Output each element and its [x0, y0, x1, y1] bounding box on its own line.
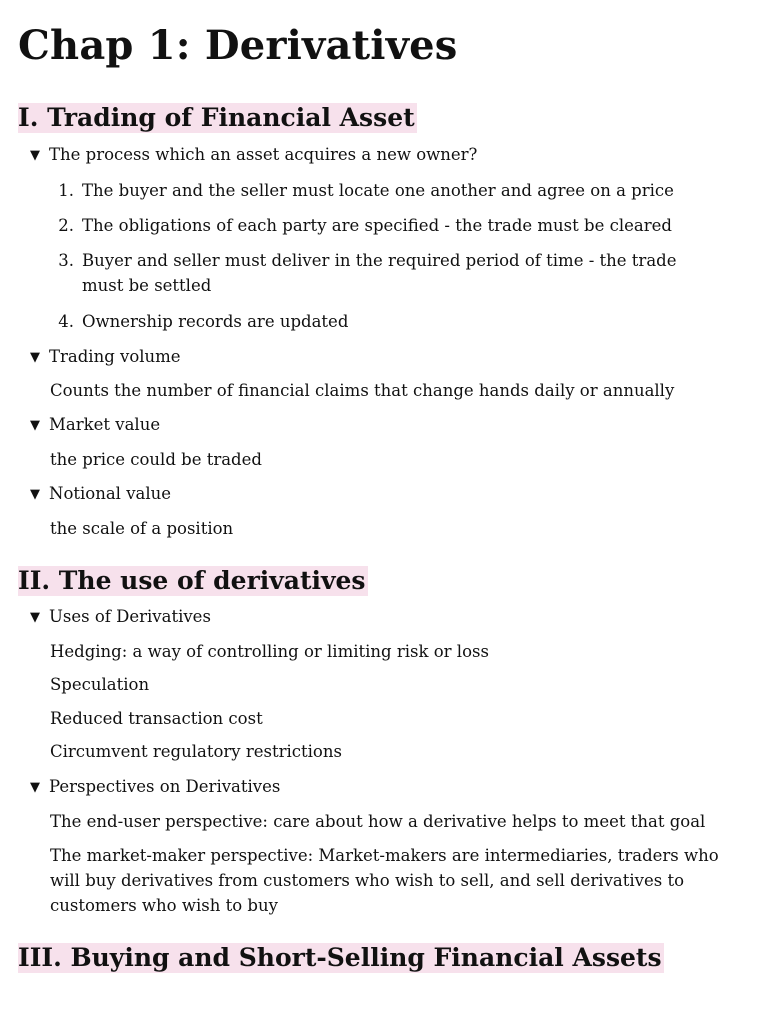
list-item	[50, 309, 710, 334]
toggle-expanded-icon[interactable]: ▼	[30, 487, 40, 502]
toggle-content-text: Reduced transaction cost	[50, 709, 263, 728]
toggle-content-text: The end-user perspective: care about how a derivative helps to meet that goal	[50, 812, 706, 831]
toggle-expanded-icon[interactable]: ▼	[30, 148, 40, 163]
toggle-content-text: Speculation	[50, 675, 150, 694]
section-heading-buying-short-selling: III. Buying and Short-Selling Financial Assets	[18, 943, 662, 972]
toggle-label: The process which an asset acquires a new owner?	[49, 145, 478, 164]
toggle-label: Uses of Derivatives	[49, 607, 211, 626]
page-title: Chap 1: Derivatives	[18, 22, 458, 69]
toggle-trading-volume[interactable]	[30, 346, 181, 369]
toggle-content-text: The market-maker perspective: Market-makers are intermediaries, traders who will buy derivatives from customers who wish to sell, and sell derivatives to customers who wish to buy	[50, 846, 719, 915]
list-item	[50, 178, 710, 203]
list-item-text: The buyer and the seller must locate one another and agree on a price	[82, 181, 674, 200]
toggle-uses-of-derivatives[interactable]	[30, 606, 211, 629]
toggle-market-value[interactable]	[30, 414, 160, 437]
section-heading-use-of-derivatives: II. The use of derivatives	[18, 566, 366, 595]
section-heading-trading: I. Trading of Financial Asset	[18, 103, 415, 132]
toggle-content-text: Counts the number of financial claims that change hands daily or annually	[50, 381, 675, 400]
list-number: 3.	[58, 251, 74, 270]
toggle-label: Trading volume	[49, 347, 181, 366]
list-item-text: Buyer and seller must deliver in the required period of time - the trade must be settled	[82, 251, 677, 295]
list-item-text: The obligations of each party are specified - the trade must be cleared	[82, 216, 672, 235]
list-number: 1.	[58, 181, 74, 200]
toggle-label: Notional value	[49, 484, 172, 503]
toggle-content-text: Circumvent regulatory restrictions	[50, 742, 342, 761]
list-item	[50, 213, 710, 238]
toggle-expanded-icon[interactable]: ▼	[30, 780, 40, 795]
toggle-expanded-icon[interactable]: ▼	[30, 350, 40, 365]
toggle-content-text: Hedging: a way of controlling or limiting risk or loss	[50, 642, 489, 661]
toggle-label: Perspectives on Derivatives	[49, 777, 281, 796]
toggle-content-text: the scale of a position	[50, 519, 234, 538]
toggle-expanded-icon[interactable]: ▼	[30, 418, 40, 433]
toggle-label: Market value	[49, 415, 161, 434]
list-item-text: Ownership records are updated	[82, 312, 349, 331]
toggle-perspectives-on-derivatives[interactable]	[30, 776, 280, 799]
toggle-expanded-icon[interactable]: ▼	[30, 610, 40, 625]
list-number: 4.	[58, 312, 74, 331]
toggle-content-text: the price could be traded	[50, 450, 262, 469]
list-number: 2.	[58, 216, 74, 235]
toggle-notional-value[interactable]	[30, 483, 171, 506]
toggle-asset-owner-process[interactable]	[30, 144, 477, 167]
list-item	[50, 248, 710, 298]
